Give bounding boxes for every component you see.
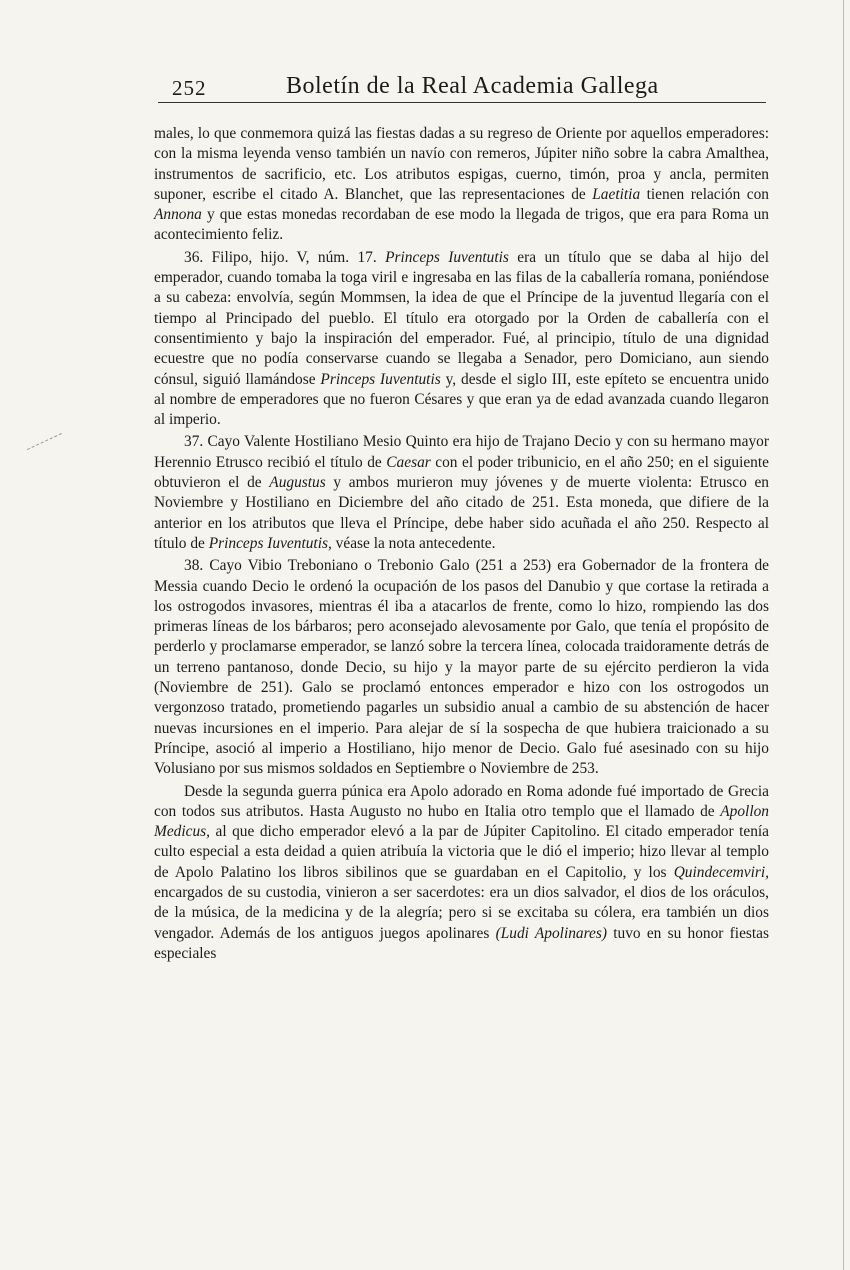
text-run: y ambos murieron muy jóvenes y de muerte violenta: Etrusco en Noviembre y Hostiliano en Diciembre del año citado de 251. Esta moneda, que difiere de la anterior en los atributos que lleva el Príncipe, debe haber sido acuñada el año 250. Respecto al título de	[154, 474, 769, 552]
running-title: Boletín de la Real Academia Gallega	[286, 73, 659, 99]
italic-term: (Ludi Apolinares)	[495, 924, 607, 942]
text-run: y, desde el siglo	[440, 370, 552, 388]
note-38	[154, 556, 769, 779]
page-number: 252	[172, 76, 207, 100]
scan-mark	[27, 433, 71, 470]
body-text	[154, 124, 769, 964]
italic-term: Annona	[154, 206, 202, 224]
roman-numeral: III	[551, 370, 568, 388]
text-run: al que dicho emperador elevó a la par de Júpiter Capitolino. El citado emperador tenía culto especial a esta deidad a quien atribuía la victoria que le dió el imperio; hizo llevar al templo de Apolo Palatino los libros sibilinos que se guardaban en el Capitolio, y los	[154, 823, 769, 881]
text-run: 38. Cayo Vibio Treboniano o Trebonio Galo (251 a 253) era Gobernador de la frontera de Messia cuando Decio le ordenó la ocupación de los pasos del Danubio y que cortase la retirada a los ostrogodos invasores, mientras él iba a atacarlos de frente, como lo hizo, rompiendo las dos primeras líneas de los bárbaros; pero aconsejado alevosamente por Galo, que tenía el propósito de perderlo y proclamarse emperador, se lanzó sobre la tercera línea, colocada traidoramente detrás de un terreno pantanoso, donde Decio, su hijo y la mayor parte de su ejército perdieron la vida (Noviembre de 251). Galo se proclamó entonces emperador e hizo con los ostrogodos un vergonzoso tratado, prometiendo pagarles un subsidio anual a cambio de su abstención de hacer nuevas incursiones en el imperio. Para alejar de sí la sospecha de que hubiera traicionado a su Príncipe, asoció al imperio a Hostiliano, hijo menor de Decio. Galo fué asesinado con su hijo Volusiano por sus mismos soldados en Septiembre o Noviembre de 253.	[154, 557, 769, 778]
italic-term: Princeps Iuventutis,	[208, 534, 332, 552]
text-run: y que estas monedas recordaban de ese modo la llegada de trigos, que era para Roma un acontecimiento feliz.	[154, 206, 769, 244]
paragraph-continuation	[154, 124, 769, 246]
text-run: encargados de su custodia, vinieron a ser sacerdotes: era un dios salvador, el dios de los oráculos, de la música, de la medicina y de la alegría; pero si se excitaba su cólera, era también un dios vengador. Además de los antiguos juegos apolinares	[154, 883, 769, 942]
italic-term: Caesar	[386, 453, 431, 471]
italic-term: Augustus	[269, 474, 326, 492]
text-run: , este epíteto se encuentra unido al nombre de emperadores que no fueron Césares y que eran ya de edad avanzada cuando llegaron al imperio.	[154, 370, 769, 429]
running-header	[158, 72, 766, 103]
page-edge-line	[843, 0, 844, 1270]
text-run: era un título que se daba al hijo del emperador, cuando tomaba la toga viril e ingresaba en las filas de la caballería romana, poniéndose a su cabeza: envolvía, según Mommsen, la idea de que el Príncipe de la juventud llegaría con el tiempo al Principado del pueblo. El título era otorgado por la Orden de caballería con el consentimiento y bajo la inspiración del emperador. Fué, al principio, título de una dignidad ecuestre que no podía conservarse cuando se llegaba a Senador, pero Domiciano, aun siendo cónsul, siguió llamándose	[154, 248, 770, 388]
italic-term: Quindecemviri,	[673, 863, 769, 881]
text-run: males, lo que conmemora quizá las fiestas dadas a su regreso de Oriente por aquellos emperadores: con la misma leyenda venso también un navío con remeros, Júpiter niño sobre la cabra Amalthea, instrumentos de sacrificio, etc. Los atributos espigas, cuerno, timón, proa y ancla, permiten suponer, escribe el citado A. Blanchet, que las representaciones de	[154, 125, 769, 203]
paragraph-apolo	[154, 782, 769, 965]
italic-term: Princeps Iuventutis	[320, 370, 441, 388]
note-36	[154, 248, 769, 431]
italic-term: Apollon Medicus,	[154, 802, 769, 841]
text-run: véase la nota antecedente.	[331, 534, 496, 552]
text-run: Desde la segunda guerra púnica era Apolo adorado en Roma adonde fué importado de Grecia con todos sus atributos. Hasta Augusto no hubo en Italia otro templo que el llamado de	[154, 782, 769, 820]
text-run: con el poder tribunicio, en el año 250; en el siguiente obtuvieron el de	[154, 453, 769, 492]
text-run: tuvo en su honor fiestas especiales	[154, 924, 769, 962]
italic-term: Laetitia	[592, 185, 641, 203]
note-37	[154, 432, 769, 554]
text-run: tienen relación con	[640, 185, 770, 203]
italic-term: Princeps Iuventutis	[385, 248, 509, 266]
text-run: 36. Filipo, hijo. V, núm. 17.	[184, 248, 386, 266]
text-run: 37. Cayo Valente Hostiliano Mesio Quinto era hijo de Trajano Decio y con su hermano mayor Herennio Etrusco recibió el título de	[154, 433, 769, 471]
